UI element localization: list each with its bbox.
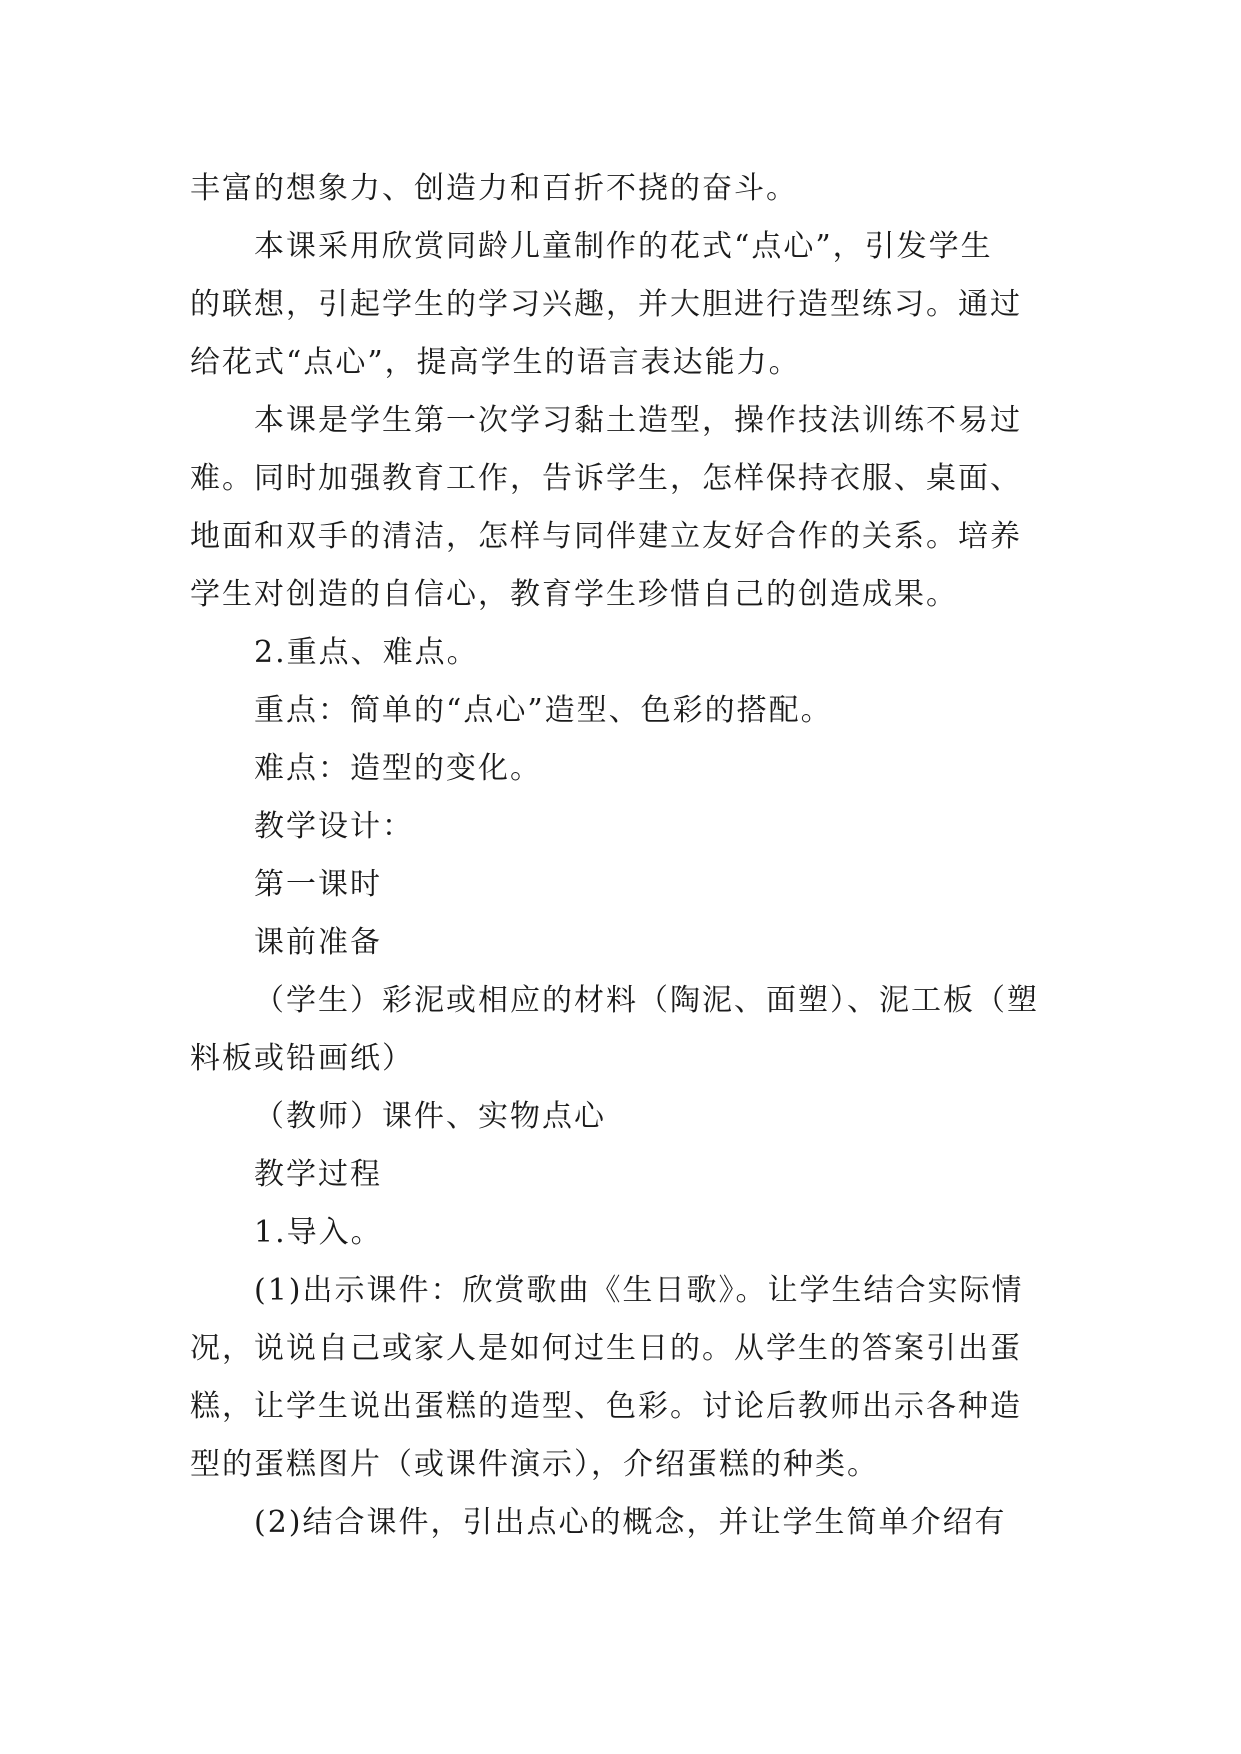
text-line: 料板或铅画纸） <box>190 1041 414 1076</box>
text-line: 给花式“点心”，提高学生的语言表达能力。 <box>190 345 801 380</box>
text-line: (1)出示课件：欣赏歌曲《生日歌》。让学生结合实际情 <box>254 1273 1024 1308</box>
section-heading: 教学过程 <box>254 1157 382 1192</box>
section-heading: 2.重点、难点。 <box>254 635 479 670</box>
text-line: 的联想，引起学生的学习兴趣，并大胆进行造型练习。通过 <box>190 287 1022 322</box>
text-line: 难点：造型的变化。 <box>254 751 542 786</box>
text-line: (2)结合课件，引出点心的概念，并让学生简单介绍有 <box>254 1505 1007 1540</box>
text-line: 况，说说自己或家人是如何过生日的。从学生的答案引出蛋 <box>190 1331 1022 1366</box>
section-heading: 教学设计： <box>254 809 414 844</box>
text-line: （教师）课件、实物点心 <box>254 1099 606 1134</box>
document-body <box>190 160 1070 1552</box>
text-line: 本课是学生第一次学习黏土造型，操作技法训练不易过 <box>254 403 1022 438</box>
section-heading: 1.导入。 <box>254 1215 383 1250</box>
text-line: 学生对创造的自信心，教育学生珍惜自己的创造成果。 <box>190 577 958 612</box>
text-line: 糕，让学生说出蛋糕的造型、色彩。讨论后教师出示各种造 <box>190 1389 1022 1424</box>
text-line: 丰富的想象力、创造力和百折不挠的奋斗。 <box>190 171 798 206</box>
section-heading: 第一课时 <box>254 867 382 902</box>
text-line: 地面和双手的清洁，怎样与同伴建立友好合作的关系。培养 <box>190 519 1022 554</box>
text-line: 重点：简单的“点心”造型、色彩的搭配。 <box>254 693 833 728</box>
text-line: （学生）彩泥或相应的材料（陶泥、面塑）、泥工板（塑 <box>254 983 1039 1018</box>
text-line: 型的蛋糕图片（或课件演示），介绍蛋糕的种类。 <box>190 1447 879 1482</box>
text-line: 难。同时加强教育工作，告诉学生，怎样保持衣服、桌面、 <box>190 461 1022 496</box>
section-heading: 课前准备 <box>254 925 382 960</box>
text-line: 本课采用欣赏同龄儿童制作的花式“点心”，引发学生 <box>254 229 993 264</box>
